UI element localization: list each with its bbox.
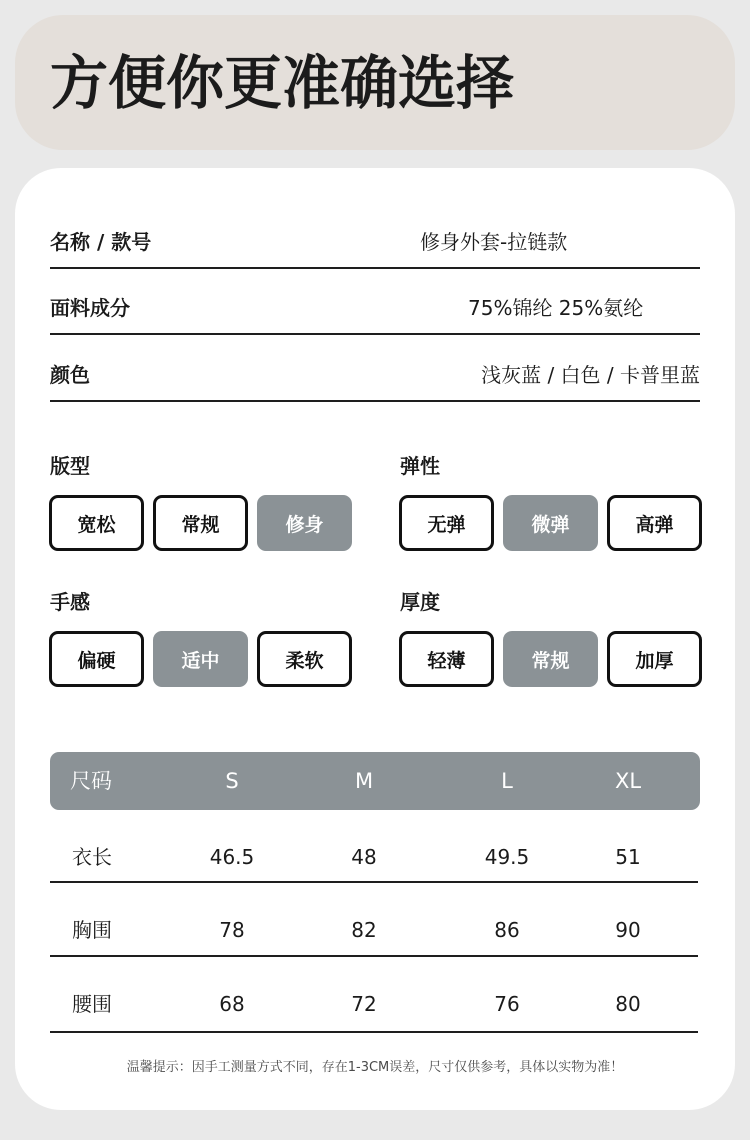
- size-row-length: [50, 810, 698, 883]
- measurement-note: 温馨提示：因手工测量方式不同，存在1-3CM误差，尺寸仅供参考，具体以实物为准！: [126, 1060, 624, 1075]
- elasticity-option-high: 高弹: [607, 495, 702, 551]
- table-cell: 86: [494, 918, 520, 942]
- fabric-label: 面料成分: [50, 296, 130, 320]
- table-cell: 78: [219, 918, 245, 942]
- thickness-group: [399, 589, 704, 689]
- size-header-xl: XL: [614, 769, 642, 793]
- size-header-label: 尺码: [70, 769, 112, 793]
- size-header-m: M: [354, 769, 374, 793]
- table-cell: 82: [351, 918, 377, 942]
- elasticity-option-slight: 微弹: [503, 495, 598, 551]
- size-header-s: S: [225, 769, 239, 793]
- fabric-row: [50, 283, 700, 335]
- row-label: 胸围: [72, 918, 112, 942]
- hand-feel-option-moderate: 适中: [153, 631, 248, 687]
- table-cell: 80: [615, 992, 641, 1016]
- table-cell: 48: [351, 845, 377, 869]
- table-cell: 76: [494, 992, 520, 1016]
- hand-feel-label: 手感: [50, 590, 90, 614]
- size-table: [50, 752, 700, 1034]
- product-name-row: [50, 217, 700, 269]
- fit-label: 版型: [50, 454, 90, 478]
- thickness-option-light: 轻薄: [399, 631, 494, 687]
- size-row-chest: [50, 883, 698, 957]
- title-banner: [15, 15, 735, 150]
- table-cell: 90: [615, 918, 641, 942]
- table-cell: 49.5: [484, 845, 530, 869]
- spec-card: [15, 168, 735, 1110]
- elasticity-label: 弹性: [400, 454, 440, 478]
- size-header-l: L: [501, 769, 513, 793]
- fit-group: [49, 453, 354, 553]
- fit-option-slim: 修身: [257, 495, 352, 551]
- table-cell: 51: [615, 845, 641, 869]
- fabric-value: 75%锦纶 25%氨纶: [468, 296, 644, 320]
- thickness-option-regular: 常规: [503, 631, 598, 687]
- size-row-waist: [50, 957, 698, 1033]
- page-title: 方便你更准确选择: [50, 48, 515, 117]
- hand-feel-option-firm: 偏硬: [49, 631, 144, 687]
- product-name-label: 名称 / 款号: [50, 230, 152, 254]
- hand-feel-option-soft: 柔软: [257, 631, 352, 687]
- fit-option-loose: 宽松: [49, 495, 144, 551]
- table-cell: 46.5: [209, 845, 255, 869]
- color-value: 浅灰蓝 / 白色 / 卡普里蓝: [481, 363, 700, 387]
- table-cell: 72: [351, 992, 377, 1016]
- elasticity-option-none: 无弹: [399, 495, 494, 551]
- row-label: 腰围: [72, 992, 112, 1016]
- color-row: [50, 350, 700, 402]
- row-label: 衣长: [72, 845, 112, 869]
- size-table-header: [50, 752, 700, 810]
- thickness-label: 厚度: [400, 590, 440, 614]
- fit-option-regular: 常规: [153, 495, 248, 551]
- table-cell: 68: [219, 992, 245, 1016]
- thickness-option-thick: 加厚: [607, 631, 702, 687]
- hand-feel-group: [49, 589, 354, 689]
- color-label: 颜色: [50, 363, 90, 387]
- product-name-value: 修身外套-拉链款: [420, 230, 568, 254]
- elasticity-group: [399, 453, 704, 553]
